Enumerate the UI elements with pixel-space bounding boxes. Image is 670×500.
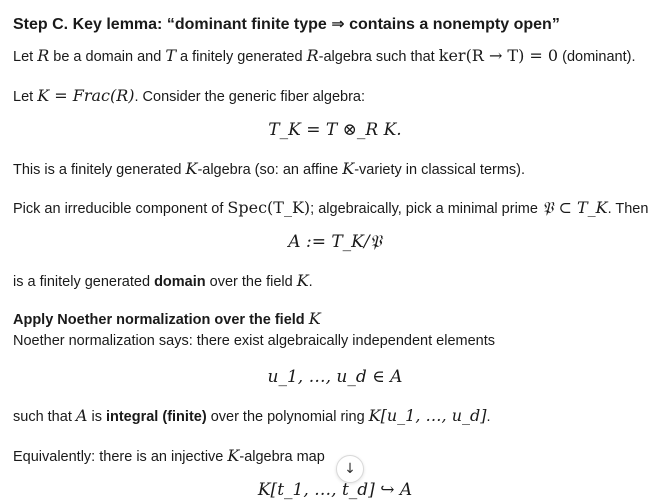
bold-term: integral (finite) [105,409,207,425]
math-K: K [296,271,309,290]
text: Pick an irreducible component of [13,201,228,217]
math-K: K [342,159,355,178]
text: . [308,274,313,290]
text: be a domain and [49,49,166,65]
equation-generic-fiber: T_K = T ⊗_R K. [268,120,402,140]
text: -variety in classical terms). [354,162,526,178]
text: -algebra (so: an affine [197,162,343,178]
text: This is a finitely generated [13,162,186,178]
text: (dominant). [558,49,636,65]
equation-quotient: A := T_K/𝔓 [288,232,382,252]
text: is [87,409,106,425]
math-K-frac: K = Frac(R) [37,86,135,105]
subheading-noether [13,309,321,328]
scroll-down-button[interactable] [336,455,364,483]
text: such that [13,409,76,425]
math-minimal-prime: 𝔓 ⊂ T_K [541,198,608,217]
text: ; algebraically, pick a minimal prime [310,201,542,217]
equation-injective-map: K[t_1, …, t_d] ↪ A [257,480,413,500]
section-heading: Step C. Key lemma: “dominant finite type ⇒ contains a nonempty open” [13,16,560,33]
paragraph-generic-fiber [13,86,365,105]
math-K: K [185,159,198,178]
paragraph-domain-algebra [13,46,635,65]
text: Let [13,49,38,65]
text: . Then [607,201,649,217]
text: Equivalently: there is an injective [13,449,228,465]
math-spec: Spec(T_K) [227,198,311,217]
text: Apply Noether normalization over the field [13,312,309,328]
math-R: R [37,46,50,65]
math-kernel: ker(R → T) = 0 [438,46,559,65]
equation-independent-elements: u_1, …, u_d ∈ A [267,367,403,387]
math-T: T [165,46,176,65]
paragraph-integral [13,406,491,425]
paragraph-injective-map [13,446,325,465]
math-K: K [308,309,321,328]
paragraph-noether-statement: Noether normalization says: there exist algebraically independent elements [13,333,495,349]
text: . [486,409,491,425]
text: a finitely generated [176,49,307,65]
math-A: A [75,406,88,425]
text: -algebra map [239,449,325,465]
text: over the polynomial ring [206,409,369,425]
text: . Consider the generic fiber algebra: [134,89,366,105]
text: is a finitely generated [13,274,155,290]
paragraph-domain-over-field [13,271,313,290]
paragraph-irreducible-component [13,198,648,218]
math-polynomial-ring: K[u_1, …, u_d] [368,406,487,425]
paragraph-finitely-generated [13,159,525,178]
text: over the field [205,274,297,290]
math-R: R [306,46,319,65]
bold-term: domain [154,274,206,290]
arrow-down-icon: ↓ [344,461,356,477]
text: -algebra such that [318,49,439,65]
math-K: K [227,446,240,465]
text: Let [13,89,38,105]
